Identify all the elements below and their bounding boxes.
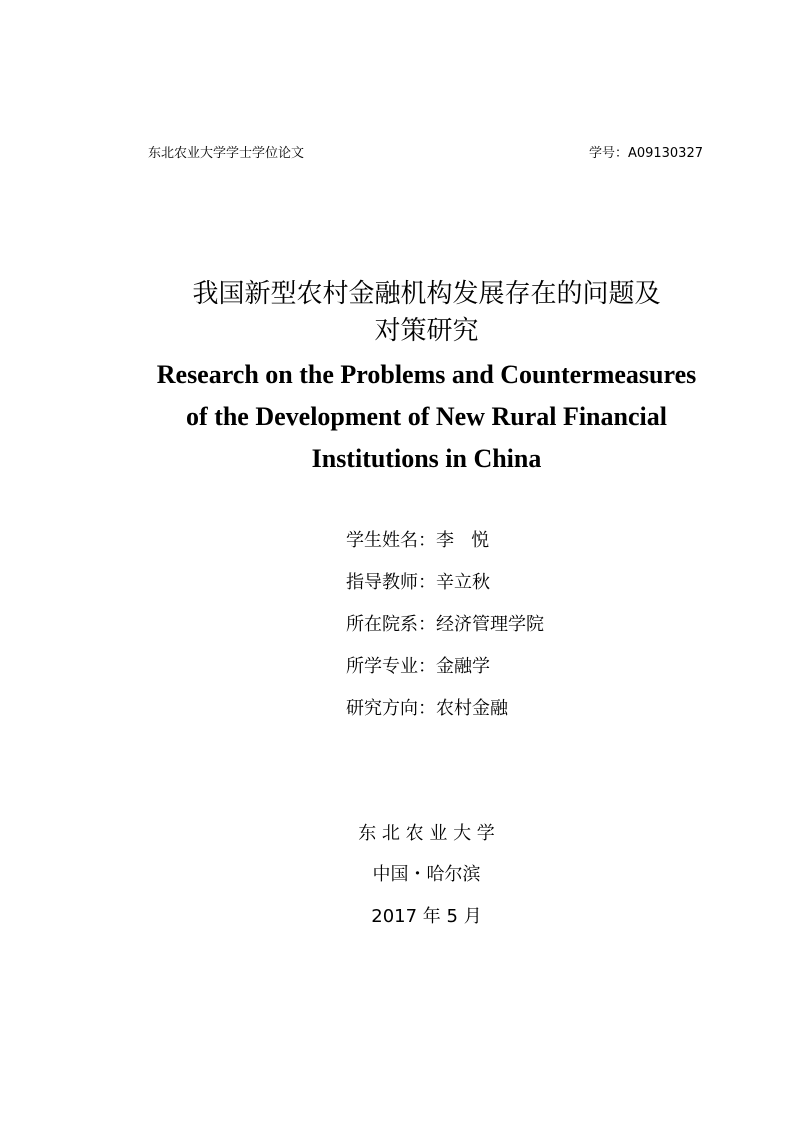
header-university-thesis-label: 东北农业大学学士学位论文 <box>148 146 305 161</box>
title-english-line-2: of the Development of New Rural Financial <box>186 402 667 431</box>
footer-university-name: 东 北 农 业 大 学 <box>358 823 495 844</box>
info-row-student-name <box>346 529 489 553</box>
footer-location: 中国・哈尔滨 <box>372 864 481 885</box>
info-value: 金融学 <box>436 656 490 677</box>
info-label: 所学专业： <box>346 656 436 677</box>
info-label: 所在院系： <box>346 614 436 635</box>
info-row-department <box>346 613 544 637</box>
title-chinese-line-1: 我国新型农村金融机构发展存在的问题及 <box>192 279 661 309</box>
footer-date: 2017 年 5 月 <box>371 906 482 927</box>
header-student-id: 学号：A09130327 <box>588 146 703 161</box>
title-chinese-line-2: 对策研究 <box>374 316 479 346</box>
info-row-research-direction <box>346 697 508 721</box>
info-row-major <box>346 655 490 679</box>
info-value: 经济管理学院 <box>436 614 544 635</box>
title-english-line-3: Institutions in China <box>311 444 542 473</box>
info-value: 辛立秋 <box>436 572 490 593</box>
info-label: 学生姓名： <box>346 530 436 551</box>
info-label: 研究方向： <box>346 698 436 719</box>
info-value: 李 悦 <box>436 530 490 551</box>
info-row-advisor <box>346 571 490 595</box>
title-english-line-1: Research on the Problems and Countermeasures <box>156 360 697 389</box>
info-label: 指导教师： <box>346 572 436 593</box>
info-value: 农村金融 <box>436 698 508 719</box>
